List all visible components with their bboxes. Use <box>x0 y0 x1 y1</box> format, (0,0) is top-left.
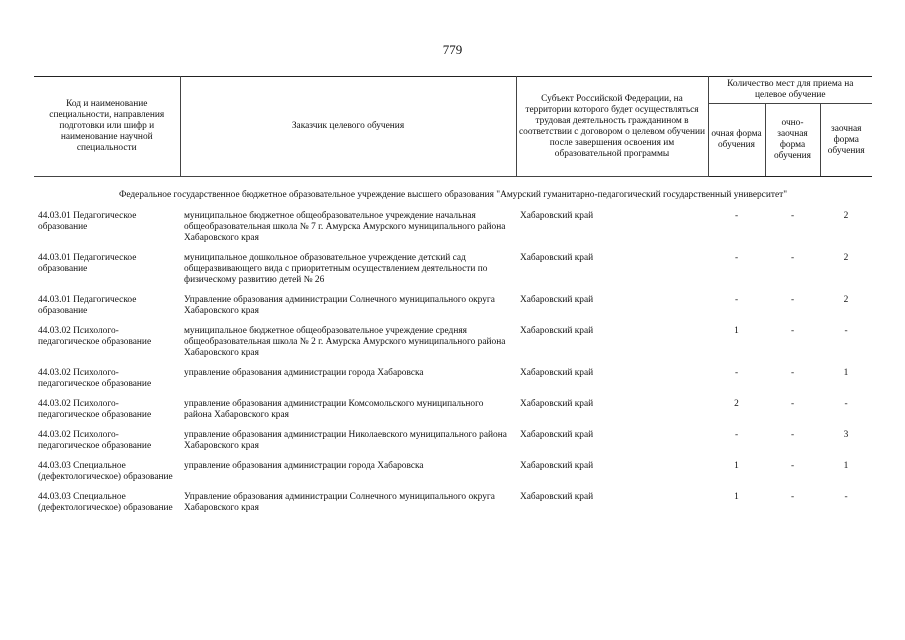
row-full-time: 1 <box>734 326 739 336</box>
row-full-time: 1 <box>734 461 739 471</box>
row-customer: Управление образования администрации Солнечного муниципального округа Хабаровского края <box>184 295 495 316</box>
row-code: 44.03.02 Психолого-педагогическое образование <box>38 326 152 347</box>
row-code: 44.03.03 Специальное (дефектологическое) образование <box>38 492 173 513</box>
row-part-time: - <box>790 295 795 305</box>
row-region: Хабаровский край <box>520 211 594 221</box>
row-code: 44.03.01 Педагогическое образование <box>38 295 137 316</box>
table-row <box>34 252 872 294</box>
row-part-time: - <box>790 211 795 221</box>
row-full-time: - <box>734 295 739 305</box>
header-subject: Субъект Российской Федерации, на территории которого будет осуществляться трудовая деятельность гражданином в соответствии с договором о целевом обучении после завершения освоения им образовательной программы <box>516 77 708 177</box>
row-part-time: - <box>790 461 795 471</box>
row-extramural: - <box>844 492 848 502</box>
row-region: Хабаровский край <box>520 326 594 336</box>
row-part-time: - <box>790 492 795 502</box>
header-places: Количество мест для приема на целевое обучение <box>708 77 872 104</box>
row-customer: Управление образования администрации Солнечного муниципального округа Хабаровского края <box>184 492 495 513</box>
row-code: 44.03.02 Психолого-педагогическое образование <box>38 430 152 451</box>
table-row <box>34 294 872 325</box>
row-part-time: - <box>790 430 795 440</box>
header-extramural: заочная форма обучения <box>820 104 872 177</box>
row-full-time: - <box>734 368 739 378</box>
table-row <box>34 367 872 398</box>
row-customer: муниципальное бюджетное общеобразовательное учреждение средняя общеобразовательная школа № 2 г. Амурска Амурского муниципального района Хабаровского края <box>184 326 506 358</box>
row-part-time: - <box>790 368 795 378</box>
header-code: Код и наименование специальности, направления подготовки или шифр и наименование научной специальности <box>34 77 180 177</box>
row-code: 44.03.01 Педагогическое образование <box>38 211 137 232</box>
row-extramural: 1 <box>843 368 849 378</box>
row-region: Хабаровский край <box>520 430 594 440</box>
row-part-time: - <box>790 253 795 263</box>
header-customer: Заказчик целевого обучения <box>180 77 516 177</box>
row-region: Хабаровский край <box>520 399 594 409</box>
row-full-time: 1 <box>734 492 739 502</box>
row-code: 44.03.02 Психолого-педагогическое образование <box>38 368 152 389</box>
row-full-time: 2 <box>734 399 739 409</box>
row-customer: муниципальное дошкольное образовательное учреждение детский сад общеразвивающего вида с приоритетным осуществлением деятельности по физическому развитию детей № 26 <box>184 253 488 285</box>
row-full-time: - <box>734 253 739 263</box>
row-full-time: - <box>734 430 739 440</box>
header-full-time: очная форма обучения <box>708 104 765 177</box>
row-part-time: - <box>790 326 795 336</box>
row-extramural: 2 <box>843 253 849 263</box>
targeted-training-table <box>34 76 872 522</box>
row-customer: управление образования администрации города Хабаровска <box>184 368 424 378</box>
table-row <box>34 325 872 367</box>
table-row <box>34 398 872 429</box>
row-extramural: - <box>844 399 848 409</box>
row-customer: управление образования администрации города Хабаровска <box>184 461 424 471</box>
table-row <box>34 491 872 522</box>
row-extramural: 2 <box>843 211 849 221</box>
row-extramural: 3 <box>843 430 849 440</box>
organization-name: Федеральное государственное бюджетное образовательное учреждение высшего образования "Амурский гуманитарно-педагогический государственный университет" <box>118 190 788 200</box>
row-customer: управление образования администрации Николаевского муниципального района Хабаровского края <box>184 430 507 451</box>
page-number: 779 <box>442 42 463 57</box>
row-customer: муниципальное бюджетное общеобразовательное учреждение начальная общеобразовательная школа № 7 г. Амурска Амурского муниципального района Хабаровского края <box>184 211 506 243</box>
row-part-time: - <box>790 399 795 409</box>
row-code: 44.03.02 Психолого-педагогическое образование <box>38 399 152 420</box>
row-region: Хабаровский край <box>520 253 594 263</box>
table-row <box>34 460 872 491</box>
row-extramural: 2 <box>843 295 849 305</box>
row-full-time: - <box>734 211 739 221</box>
row-region: Хабаровский край <box>520 295 594 305</box>
row-region: Хабаровский край <box>520 492 594 502</box>
header-part-time: очно-заочная форма обучения <box>765 104 820 177</box>
table-row <box>34 429 872 460</box>
table-body <box>34 177 872 523</box>
row-extramural: - <box>844 326 848 336</box>
row-code: 44.03.03 Специальное (дефектологическое) образование <box>38 461 173 482</box>
row-extramural: 1 <box>843 461 849 471</box>
row-region: Хабаровский край <box>520 368 594 378</box>
table-row <box>34 210 872 252</box>
row-customer: управление образования администрации Комсомольского муниципального района Хабаровского края <box>184 399 484 420</box>
row-code: 44.03.01 Педагогическое образование <box>38 253 137 274</box>
row-region: Хабаровский край <box>520 461 594 471</box>
